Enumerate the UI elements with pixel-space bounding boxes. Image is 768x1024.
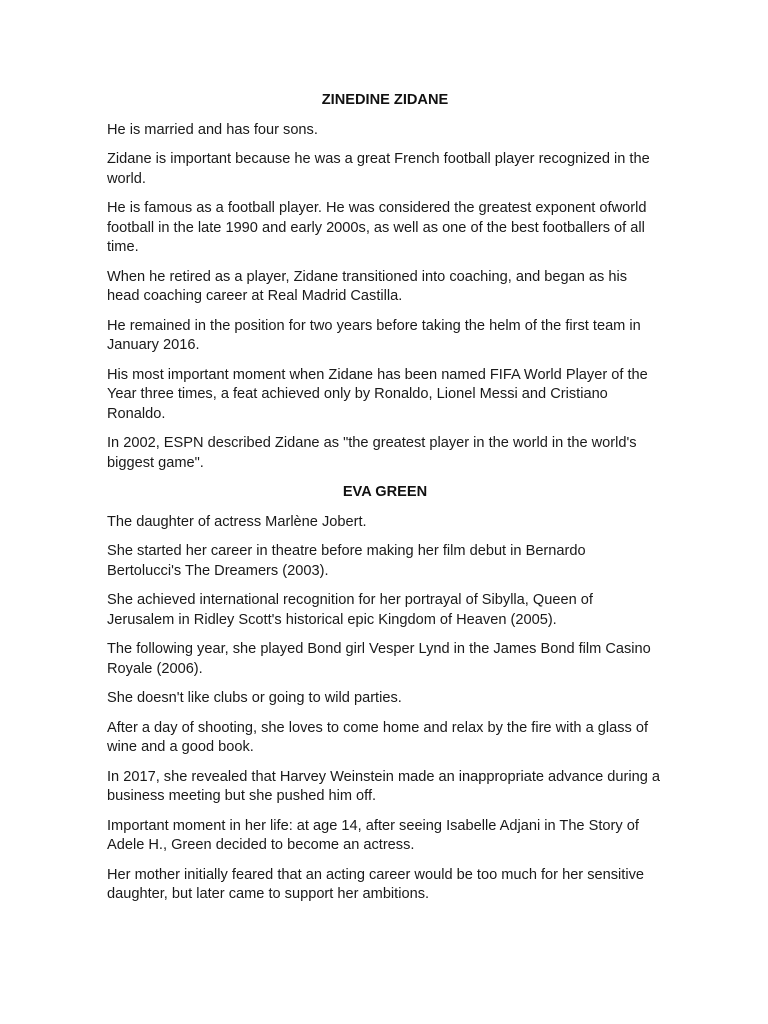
section-title-eva-green: EVA GREEN bbox=[342, 484, 428, 500]
section-title-zidane: ZINEDINE ZIDANE bbox=[321, 92, 449, 108]
paragraph: Her mother initially feared that an acting career would be too much for her sensitive daughter, but later came to support her ambitions. bbox=[107, 866, 644, 902]
document-body bbox=[107, 91, 663, 915]
paragraph: She achieved international recognition for her portrayal of Sibylla, Queen of Jerusalem in Ridley Scott's historical epic Kingdom of Heaven (2005). bbox=[107, 592, 593, 628]
paragraph: When he retired as a player, Zidane transitioned into coaching, and began as his head coaching career at Real Madrid Castilla. bbox=[107, 268, 628, 304]
paragraph: She started her career in theatre before making her film debut in Bernardo Bertolucci's The Dreamers (2003). bbox=[107, 543, 586, 579]
paragraph: In 2002, ESPN described Zidane as "the greatest player in the world in the world's biggest game". bbox=[107, 435, 637, 471]
paragraph: He remained in the position for two years before taking the helm of the first team in January 2016. bbox=[107, 317, 641, 353]
paragraph: The following year, she played Bond girl Vesper Lynd in the James Bond film Casino Royale (2006). bbox=[107, 641, 651, 677]
paragraph: She doesn't like clubs or going to wild parties. bbox=[107, 690, 402, 706]
paragraph: His most important moment when Zidane has been named FIFA World Player of the Year three times, a feat achieved only by Ronaldo, Lionel Messi and Cristiano Ronaldo. bbox=[107, 366, 648, 422]
paragraph: He is married and has four sons. bbox=[107, 121, 318, 138]
paragraph: After a day of shooting, she loves to come home and relax by the fire with a glass of wine and a good book. bbox=[107, 719, 649, 755]
paragraph: In 2017, she revealed that Harvey Weinstein made an inappropriate advance during a business meeting but she pushed him off. bbox=[107, 768, 661, 804]
paragraph: He is famous as a football player. He was considered the greatest exponent ofworld football in the late 1990 and early 2000s, as well as one of the best footballers of all time. bbox=[107, 200, 647, 255]
paragraph: The daughter of actress Marlène Jobert. bbox=[107, 513, 367, 530]
paragraph: Important moment in her life: at age 14, after seeing Isabelle Adjani in The Story of Adele H., Green decided to become an actress. bbox=[107, 817, 639, 853]
paragraph: Zidane is important because he was a great French football player recognized in the world. bbox=[107, 151, 650, 187]
